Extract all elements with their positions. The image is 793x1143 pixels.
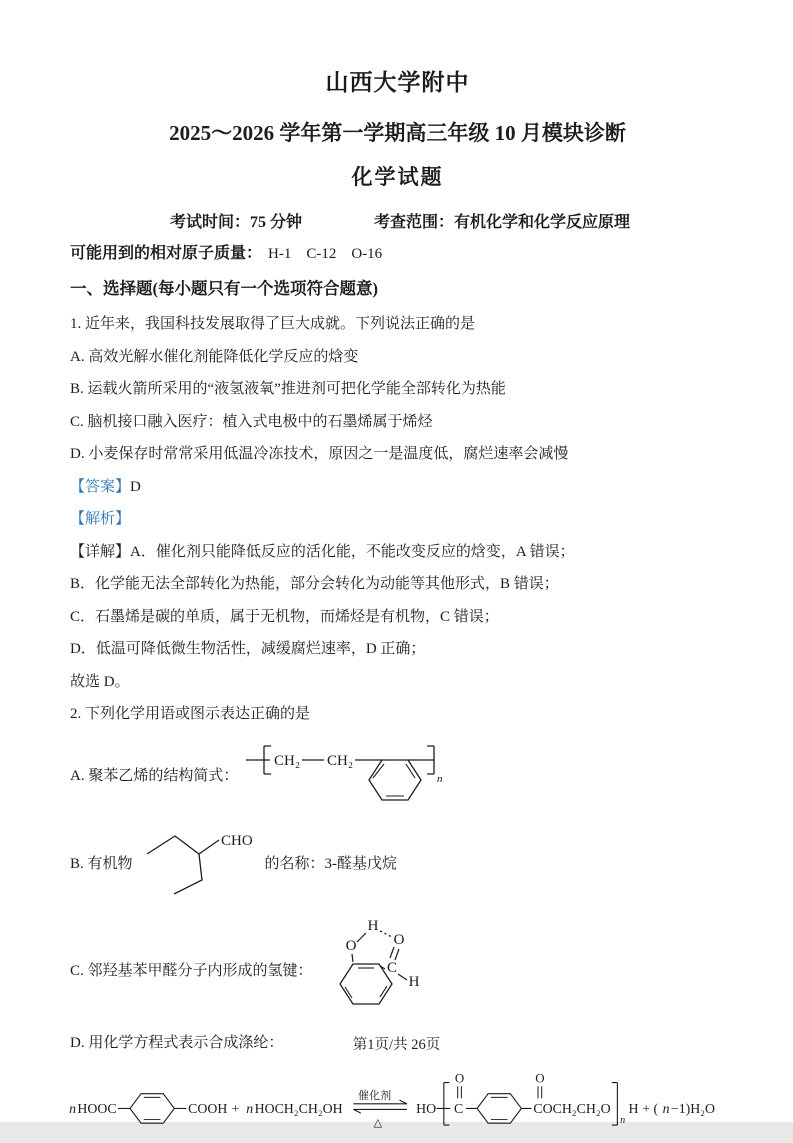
q2-option-c <box>70 914 725 1026</box>
detail-label: 【详解】 <box>70 543 131 560</box>
answer-line <box>70 478 725 497</box>
carbonyl-o-label: O <box>454 1070 465 1086</box>
q2-option-b-name: 的名称：3-醛基戊烷 <box>264 856 398 872</box>
section-1-heading: 一、选择题(每小题只有一个选项符合题意) <box>70 279 378 298</box>
q2-option-d-label: D. 用化学方程式表示合成涤纶： <box>70 1034 284 1051</box>
ch2-label: CH₂ <box>274 752 301 769</box>
detail-line-b: B．化学能无法全部转化为热能，部分会转化为动能等其他形式，B 错误； <box>70 576 559 592</box>
coefficient-n: n <box>246 1101 254 1117</box>
right-polymer-bracket <box>612 1083 618 1125</box>
ho-label: HO <box>416 1101 437 1117</box>
ch2-label: CH₂ <box>327 752 354 769</box>
polyester-equation-diagram <box>60 1066 728 1138</box>
q2-option-d-equation <box>60 1066 725 1143</box>
benzene-ring <box>130 1094 174 1124</box>
q1-conclusion: 故选 D。 <box>70 673 130 690</box>
detail-line-c: C．石墨烯是碳的单质，属于无机物，而烯烃是有机物，C 错误； <box>70 608 499 625</box>
atomic-mass-label: 可能用到的相对原子质量： <box>70 245 263 262</box>
catalyst-condition: 催化剂 <box>358 1090 392 1103</box>
atomic-mass-line <box>70 240 725 263</box>
answer-label: 【答案】 <box>70 478 131 495</box>
aldehyde-structure-diagram <box>139 820 265 906</box>
q1-option-c: C. 脑机接口融入医疗：植入式电极中的石墨烯属于烯烃 <box>70 413 433 430</box>
q2-option-a <box>70 738 725 812</box>
repeat-subscript: n <box>620 1115 626 1127</box>
q1-stem: 1. 近年来，我国科技发展取得了巨大成就。下列说法正确的是 <box>70 316 476 332</box>
benzene-ring <box>477 1094 521 1124</box>
exam-time-text: 考试时间：75 分钟 <box>170 214 303 231</box>
hooc-label: HOOC <box>77 1101 117 1117</box>
page-footer: 第1页/共 26页 <box>352 1037 441 1053</box>
carbonyl-o-label: O <box>393 931 404 948</box>
detail-line-d: D．低温可降低微生物活性，减缓腐烂速率，D 正确； <box>70 641 426 657</box>
carbonyl-o-label: O <box>535 1070 545 1086</box>
exam-scope-text: 考查范围：有机化学和化学反应原理 <box>374 214 631 231</box>
polystyrene-structure-diagram <box>244 738 450 812</box>
aldehyde-h-label: H <box>408 973 419 990</box>
benzene-ring <box>369 760 421 800</box>
plus-open-paren: + ( <box>642 1101 659 1117</box>
exam-subtitle: 2025～2026 学年第一学期高三年级 10 月模块诊断 <box>169 121 626 145</box>
coefficient-n: n <box>69 1101 76 1117</box>
cooh-label: COOH <box>188 1101 228 1117</box>
left-polymer-bracket <box>444 1083 450 1125</box>
detail-line-a: 【详解】A．催化剂只能降低反应的活化能，不能改变反应的焓变，A 错误； <box>70 543 575 560</box>
ester-chain-formula: COCH₂CH₂O <box>533 1101 611 1117</box>
carbonyl-c-label: C <box>454 1101 464 1117</box>
q2-option-a-label: A. 聚苯乙烯的结构简式： <box>70 768 239 784</box>
cho-label: CHO <box>220 832 253 849</box>
analysis-label: 【解析】 <box>70 511 131 527</box>
exam-info-line <box>170 209 725 232</box>
school-title: 山西大学附中 <box>325 70 470 95</box>
hydroxyl-h-label: H <box>367 917 378 934</box>
q2-option-b-label: B. 有机物 <box>70 856 133 872</box>
q1-option-d: D. 小麦保存时常常采用低温冷冻技术，原因之一是温度低，腐烂速率会减慢 <box>70 446 569 462</box>
atomic-mass-values: H-1 C-12 O-16 <box>268 246 383 262</box>
q2-stem: 2. 下列化学用语或图示表达正确的是 <box>70 706 311 722</box>
q2-option-c-label: C. 邻羟基苯甲醛分子内形成的氢键： <box>70 963 313 979</box>
q1-option-b: B. 运载火箭所采用的“液氢液氧”推进剂可把化学能全部转化为热能 <box>70 381 506 397</box>
coefficient-n: n <box>662 1101 670 1117</box>
carbonyl-c-label: C <box>386 959 397 976</box>
glycol-formula: HOCH₂CH₂OH <box>254 1101 343 1117</box>
heat-condition: △ <box>373 1117 383 1129</box>
answer-value: D <box>130 478 141 495</box>
benzene-ring <box>340 964 392 1004</box>
q1-option-a: A. 高效光解水催化剂能降低化学反应的焓变 <box>70 348 359 365</box>
hydroxyl-o-label: O <box>345 937 356 954</box>
hydrogen-bond-dots <box>380 931 392 937</box>
water-byproduct: −1)H₂O <box>670 1101 716 1117</box>
end-h-label: H <box>628 1101 639 1117</box>
salicylaldehyde-structure-diagram <box>319 914 459 1026</box>
q2-option-b <box>70 820 725 906</box>
analysis-line <box>70 510 725 529</box>
plus-sign: + <box>231 1101 240 1117</box>
repeat-subscript: n <box>437 772 443 785</box>
paper-title: 化学试题 <box>351 165 444 189</box>
